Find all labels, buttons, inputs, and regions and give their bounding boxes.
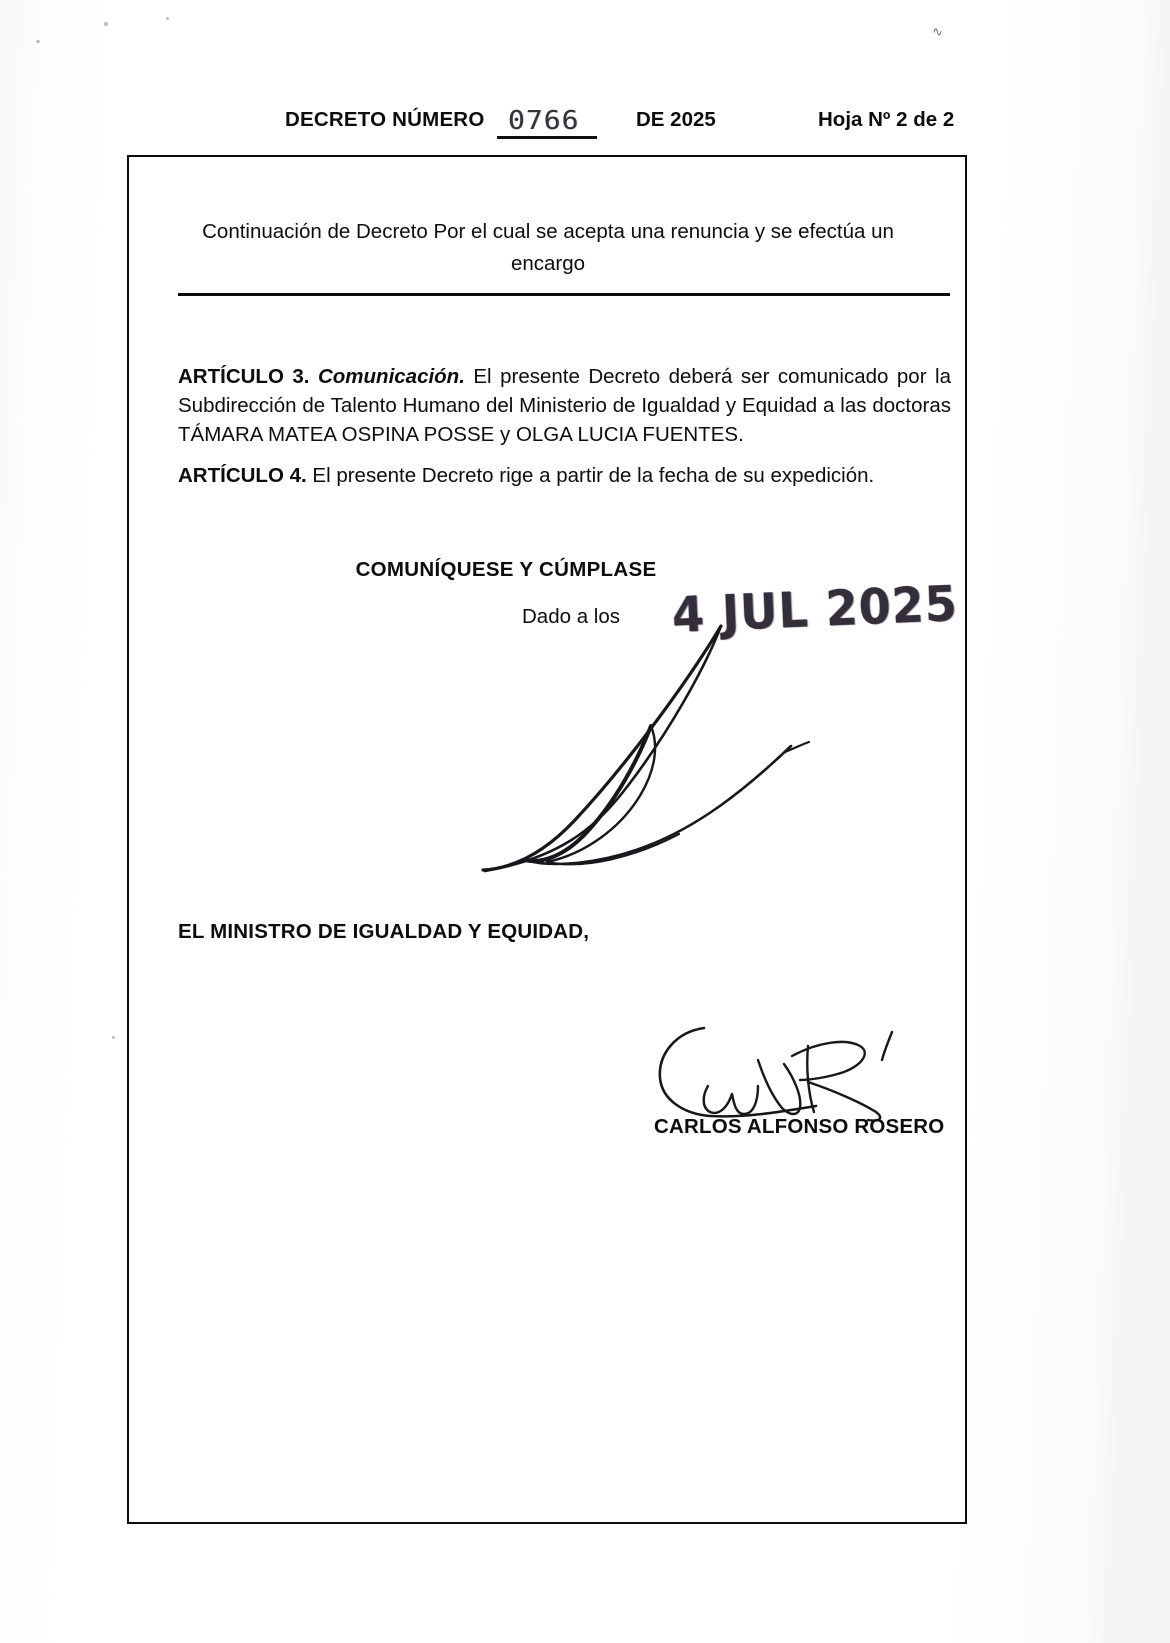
articulo-3-body: El presente Decreto deberá ser comunicado por la Subdirección de Talento Humano del Ministerio de Igualdad y Equidad a las doctoras TÁMARA MATEA OSPINA POSSE y OLGA LUCIA FUENTES. (178, 364, 951, 446)
scan-speckle (112, 1036, 115, 1039)
articulo-4-paragraph (178, 461, 951, 490)
scan-pen-mark: ∿ (932, 24, 943, 39)
date-rubber-stamp: 4 JUL 2025 (670, 574, 959, 644)
signer-name: CARLOS ALFONSO ROSERO (654, 1115, 945, 1138)
minister-office-line: EL MINISTRO DE IGUALDAD Y EQUIDAD, (178, 920, 590, 943)
articulo-4-body: El presente Decreto rige a partir de la fecha de su expedición. (306, 463, 875, 487)
document-border-frame (127, 155, 967, 1524)
decree-year-label: DE 2025 (636, 108, 716, 131)
horizontal-divider (178, 293, 950, 296)
articulo-3-heading: Comunicación. (317, 364, 465, 388)
articulo-3-paragraph (178, 362, 951, 449)
decree-header (0, 105, 1170, 142)
scan-speckle (104, 22, 108, 26)
decree-number-label: DECRETO NÚMERO (285, 108, 485, 131)
given-date-label: Dado a los (522, 605, 621, 628)
scan-speckle (166, 17, 169, 20)
closing-formula: COMUNÍQUESE Y CÚMPLASE (355, 558, 657, 581)
decree-number-underline (497, 136, 597, 139)
page-number-label: Hoja Nº 2 de 2 (818, 108, 955, 131)
scan-speckle (36, 40, 40, 43)
articulo-3-number: ARTÍCULO 3. (178, 364, 310, 388)
continuation-title: Continuación de Decreto Por el cual se acepta una renuncia y se efectúa un encargo (202, 220, 894, 275)
articulo-4-number: ARTÍCULO 4. (178, 463, 307, 487)
decree-number-stamp: 0766 (508, 105, 580, 136)
